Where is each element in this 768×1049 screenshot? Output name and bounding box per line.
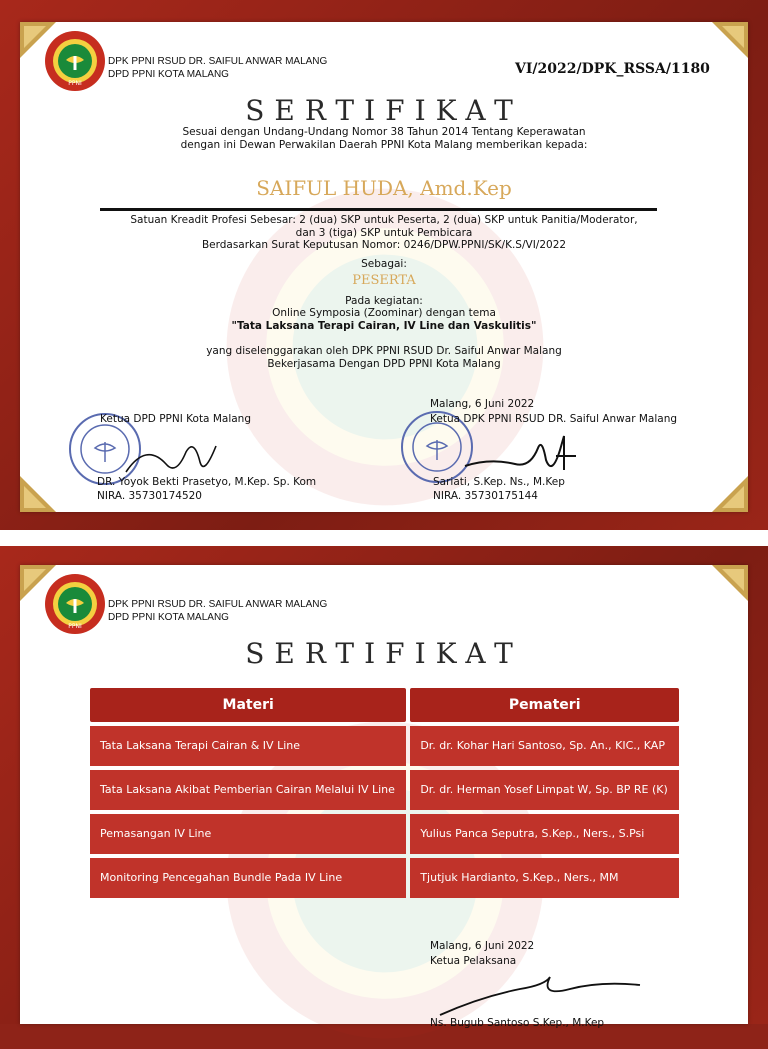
table-row [90, 858, 679, 898]
chair-name: Ns. Bugub Santoso S.Kep., M.Kep [430, 1017, 605, 1029]
corner-ornament-icon [20, 476, 56, 512]
table-row [90, 726, 679, 766]
right-signature-icon [460, 430, 580, 480]
certificate-title: SERTIFIKAT [245, 94, 523, 127]
name-underline [100, 208, 657, 211]
table-header-materi: Materi [90, 688, 406, 722]
certificate-back [20, 565, 748, 1029]
ppni-logo-icon [44, 30, 106, 92]
left-signer-title: Ketua DPD PPNI Kota Malang [100, 413, 251, 425]
pemateri-cell: Tjutjuk Hardianto, S.Kep., Ners., MM [410, 858, 679, 898]
table-row [90, 770, 679, 810]
event-date: Malang, 6 Juni 2022 [430, 940, 535, 952]
corner-ornament-icon [712, 22, 748, 58]
right-signer-date: Malang, 6 Juni 2022 [430, 398, 535, 410]
pada-label: Pada kegiatan: [345, 295, 423, 307]
chair-title: Ketua Pelaksana [430, 955, 517, 967]
pemateri-cell: Dr. dr. Herman Yosef Limpat W, Sp. BP RE (K) [410, 770, 679, 810]
materials-table [86, 684, 683, 902]
left-signer-nira: NIRA. 35730174520 [97, 490, 202, 502]
org-line-2: DPD PPNI KOTA MALANG [108, 612, 229, 623]
skp-line-2: dan 3 (tiga) SKP untuk Pembicara [295, 227, 473, 239]
ppni-logo-icon [44, 573, 106, 635]
logo-text: PPNI [68, 623, 82, 630]
org-line-1: DPK PPNI RSUD DR. SAIFUL ANWAR MALANG [108, 56, 328, 67]
pemateri-cell: Yulius Panca Seputra, S.Kep., Ners., S.Psi [410, 814, 679, 854]
right-signer-nira: NIRA. 35730175144 [433, 490, 538, 502]
intro-line-1: Sesuai dengan Undang-Undang Nomor 38 Tahun 2014 Tentang Keperawatan [182, 126, 586, 138]
event-theme: "Tata Laksana Terapi Cairan, IV Line dan Vaskulitis" [231, 320, 537, 332]
organizer-line-1: yang diselenggarakan oleh DPK PPNI RSUD Dr. Saiful Anwar Malang [206, 345, 562, 357]
intro-line-2: dengan ini Dewan Perwakilan Daerah PPNI Kota Malang memberikan kepada: [180, 139, 588, 151]
right-signer-name: Sariati, S.Kep. Ns., M.Kep [433, 476, 565, 488]
org-line-2: DPD PPNI KOTA MALANG [108, 69, 229, 80]
skp-line-1: Satuan Kreadit Profesi Sebesar: 2 (dua) SKP untuk Peserta, 2 (dua) SKP untuk Panitia/Moderator, [130, 214, 638, 226]
chair-signature-icon [420, 967, 650, 1019]
event-line: Online Symposia (Zoominar) dengan tema [272, 307, 496, 319]
left-signer-name: DR. Yoyok Bekti Prasetyo, M.Kep. Sp. Kom [97, 476, 317, 488]
recipient-name: SAIFUL HUDA, Amd.Kep [256, 176, 512, 200]
corner-ornament-icon [712, 565, 748, 601]
materi-cell: Pemasangan IV Line [90, 814, 406, 854]
materi-cell: Tata Laksana Akibat Pemberian Cairan Melalui IV Line [90, 770, 406, 810]
certificate-front [20, 22, 748, 512]
certificate-number: VI/2022/DPK_RSSA/1180 [515, 61, 710, 77]
right-signer-title: Ketua DPK PPNI RSUD DR. Saiful Anwar Malang [430, 413, 678, 425]
materi-cell: Tata Laksana Terapi Cairan & IV Line [90, 726, 406, 766]
logo-text: PPNI [68, 80, 82, 87]
pemateri-cell: Dr. dr. Kohar Hari Santoso, Sp. An., KIC., KAP [410, 726, 679, 766]
page-divider [0, 530, 768, 546]
organizer-line-2: Bekerjasama Dengan DPD PPNI Kota Malang [267, 358, 501, 370]
table-header-pemateri: Pemateri [410, 688, 679, 722]
certificate-title: SERTIFIKAT [245, 637, 523, 670]
materi-cell: Monitoring Pencegahan Bundle Pada IV Line [90, 858, 406, 898]
sebagai-label: Sebagai: [361, 258, 407, 270]
org-line-1: DPK PPNI RSUD DR. SAIFUL ANWAR MALANG [108, 599, 328, 610]
org-name [108, 598, 327, 624]
table-row [90, 814, 679, 854]
corner-ornament-icon [712, 476, 748, 512]
skp-line-3: Berdasarkan Surat Keputusan Nomor: 0246/DPW.PPNI/SK/K.S/VI/2022 [201, 239, 567, 251]
role-label: PESERTA [352, 273, 416, 288]
left-signature-icon [116, 432, 226, 482]
org-name [108, 55, 327, 81]
